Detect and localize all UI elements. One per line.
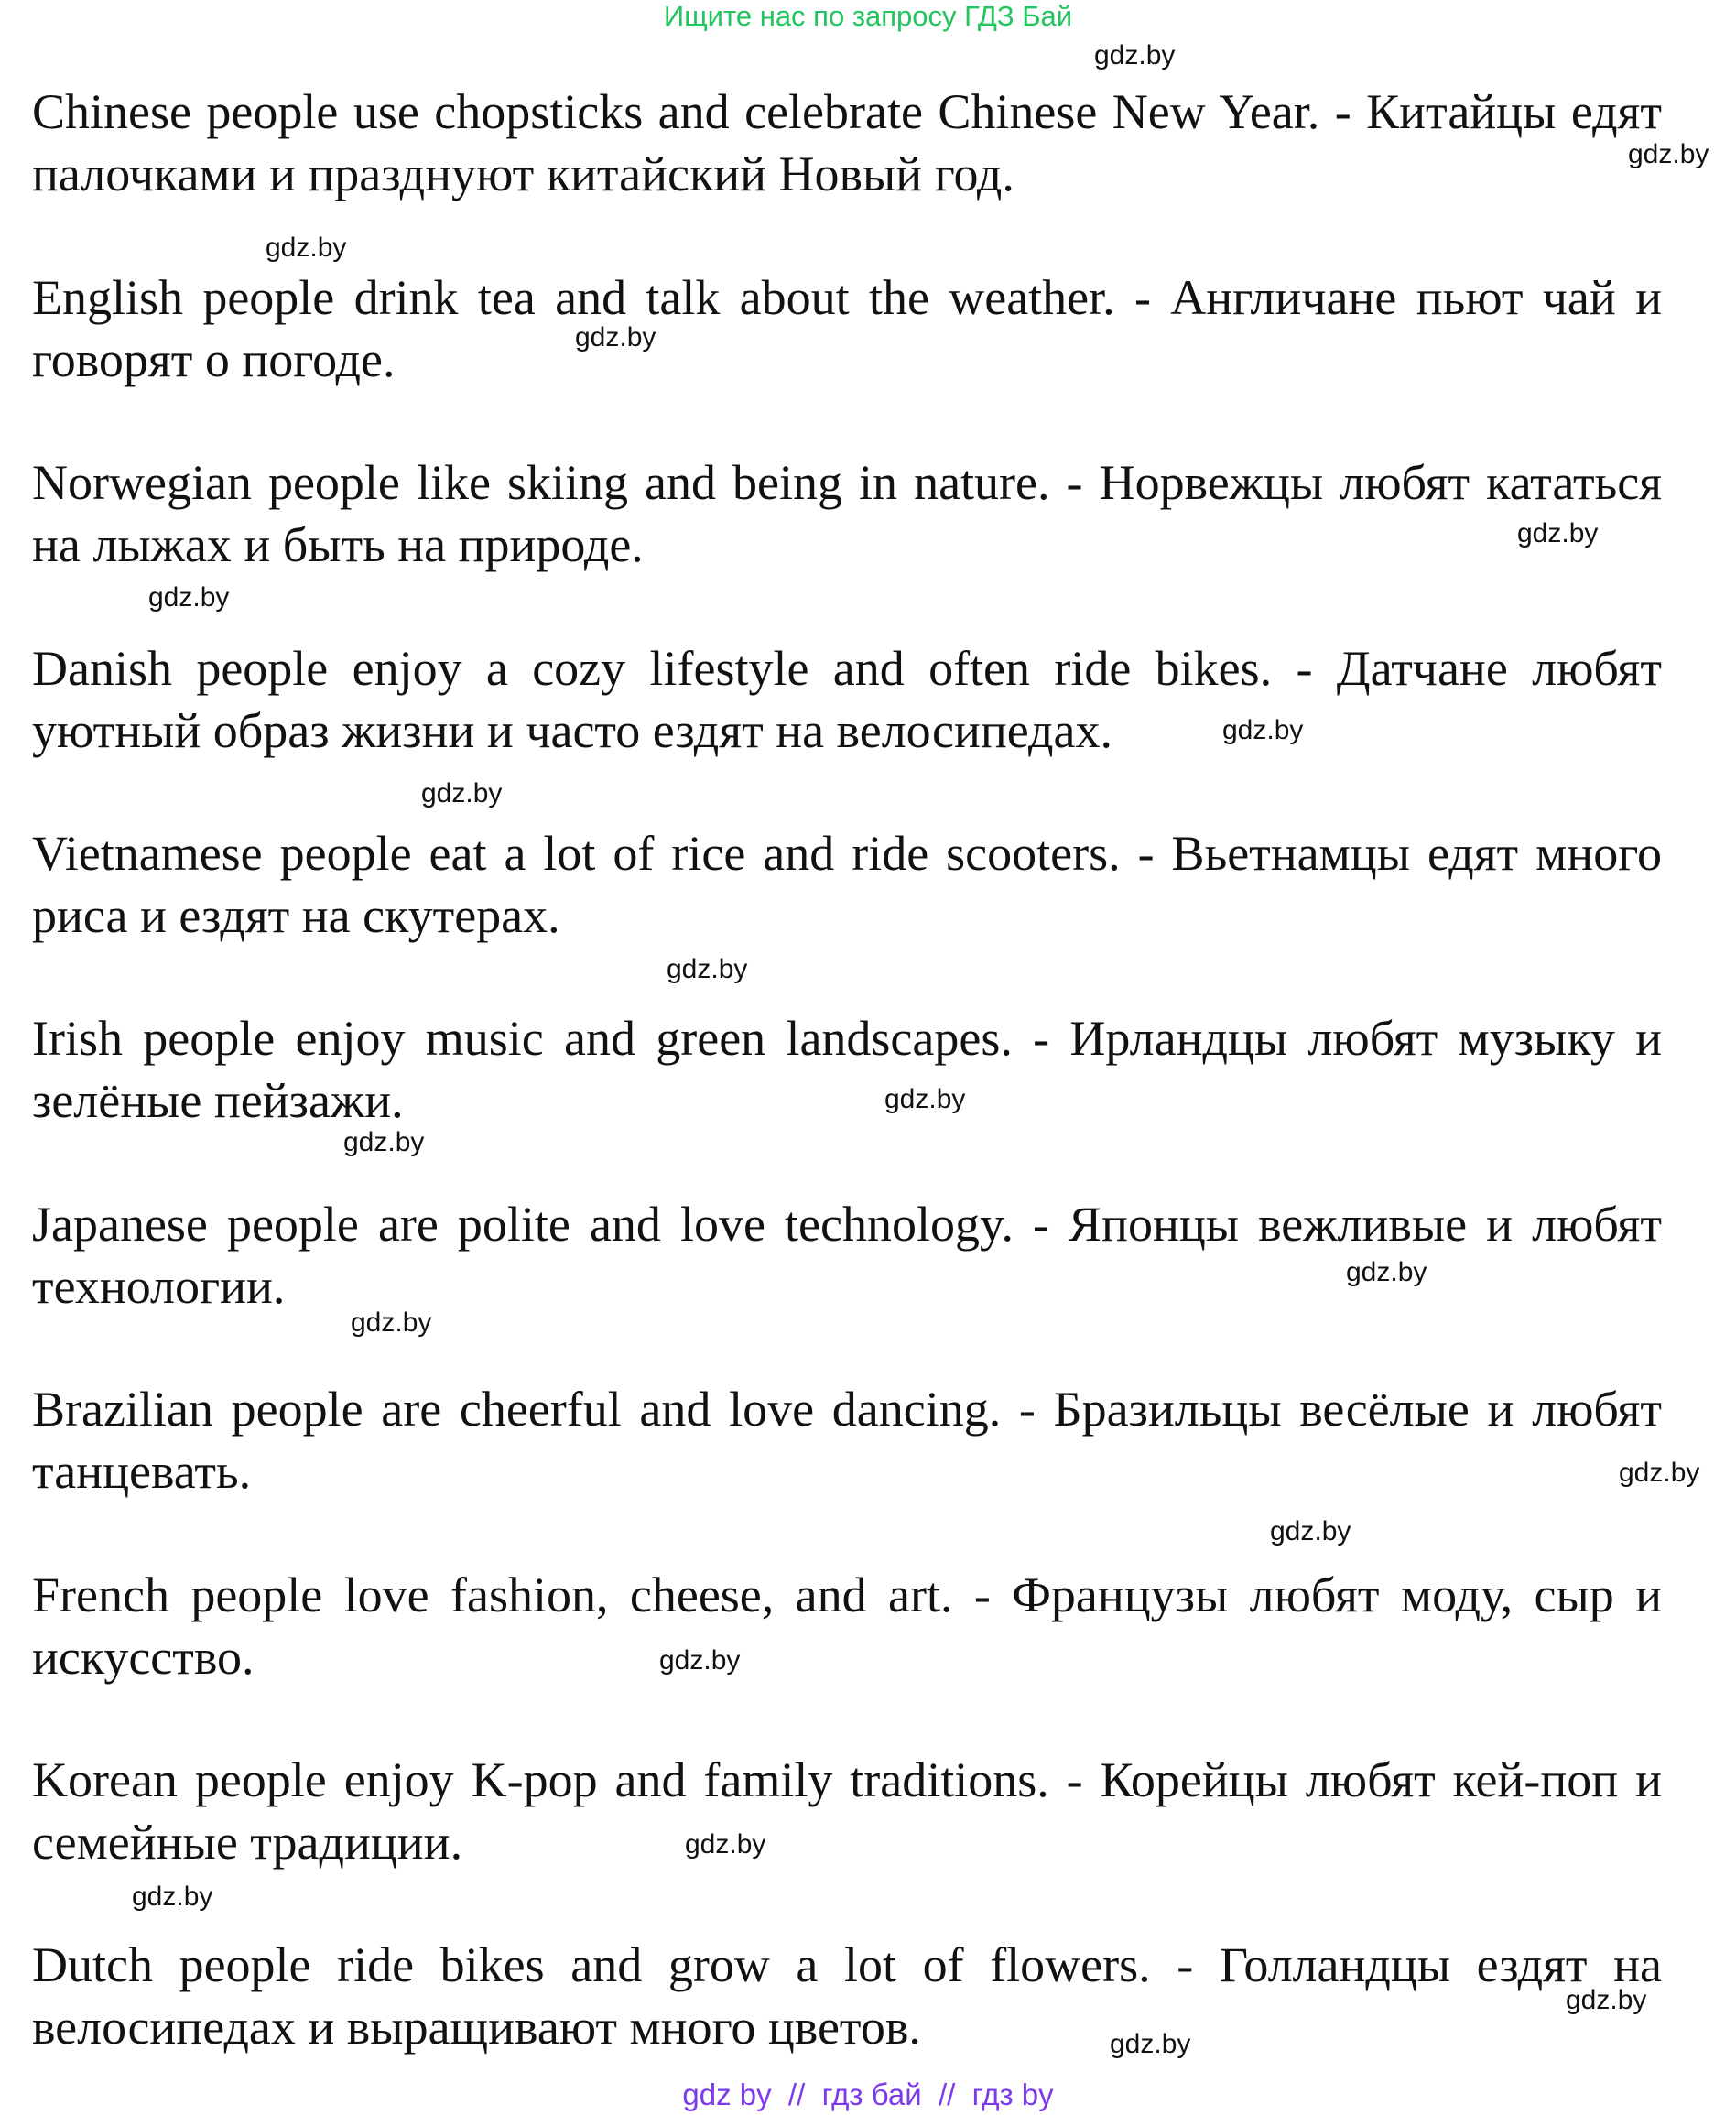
watermark: gdz.by: [421, 778, 503, 808]
watermark: gdz.by: [266, 233, 347, 263]
watermark: gdz.by: [1517, 518, 1599, 548]
watermark: gdz.by: [1566, 1985, 1647, 2015]
paragraph-english: English people drink tea and talk about the weather. - Англичане пьют чай и говорят о погоде.: [32, 270, 1662, 387]
watermark: gdz.by: [1346, 1257, 1427, 1287]
watermark: gdz.by: [1222, 715, 1304, 745]
watermark: gdz.by: [884, 1084, 966, 1114]
footer-link-gdz-bai[interactable]: гдз бай: [821, 2077, 922, 2111]
footer-link-gdz-by[interactable]: gdz by: [682, 2077, 772, 2111]
watermark: gdz.by: [659, 1645, 741, 1676]
paragraph-chinese: Chinese people use chopsticks and celebrate Chinese New Year. - Китайцы едят палочками и празднуют китайский Новый год.: [32, 84, 1662, 201]
paragraph-brazilian: Brazilian people are cheerful and love dancing. - Бразильцы весёлые и любят танцевать.: [32, 1382, 1662, 1499]
footer-links: [0, 2077, 1736, 2113]
paragraph-norwegian: Norwegian people like skiing and being in nature. - Норвежцы любят кататься на лыжах и быть на природе.: [32, 455, 1662, 572]
watermark: gdz.by: [351, 1307, 432, 1338]
footer-separator: //: [771, 2077, 822, 2111]
watermark: gdz.by: [1094, 40, 1176, 70]
footer-link-gdz-by-cyr[interactable]: гдз by: [971, 2077, 1054, 2111]
paragraph-danish: Danish people enjoy a cozy lifestyle and often ride bikes. - Датчане любят уютный образ жизни и часто ездят на велосипедах.: [32, 641, 1662, 758]
paragraph-dutch: Dutch people ride bikes and grow a lot of flowers. - Голландцы ездят на велосипедах и выращивают много цветов.: [32, 1937, 1662, 2055]
watermark: gdz.by: [1110, 2029, 1191, 2059]
watermark: gdz.by: [132, 1882, 213, 1912]
paragraph-irish: Irish people enjoy music and green landscapes. - Ирландцы любят музыку и зелёные пейзажи.: [32, 1011, 1662, 1128]
footer-separator: //: [921, 2077, 972, 2111]
watermark: gdz.by: [667, 954, 748, 984]
paragraph-vietnamese: Vietnamese people eat a lot of rice and ride scooters. - Вьетнамцы едят много риса и ездят на скутерах.: [32, 826, 1662, 943]
watermark: gdz.by: [575, 322, 656, 352]
watermark: gdz.by: [1270, 1516, 1351, 1546]
paragraph-korean: Korean people enjoy K-pop and family traditions. - Корейцы любят кей-поп и семейные традиции.: [32, 1752, 1662, 1870]
watermark: gdz.by: [1628, 139, 1709, 169]
watermark: gdz.by: [685, 1829, 766, 1860]
watermark: gdz.by: [1619, 1458, 1700, 1488]
paragraph-french: French people love fashion, cheese, and art. - Французы любят моду, сыр и искусство.: [32, 1567, 1662, 1685]
top-banner: Ищите нас по запросу ГДЗ Бай: [663, 0, 1073, 32]
watermark: gdz.by: [148, 582, 230, 613]
watermark: gdz.by: [343, 1127, 425, 1157]
paragraph-japanese: Japanese people are polite and love technology. - Японцы вежливые и любят технологии.: [32, 1197, 1662, 1314]
